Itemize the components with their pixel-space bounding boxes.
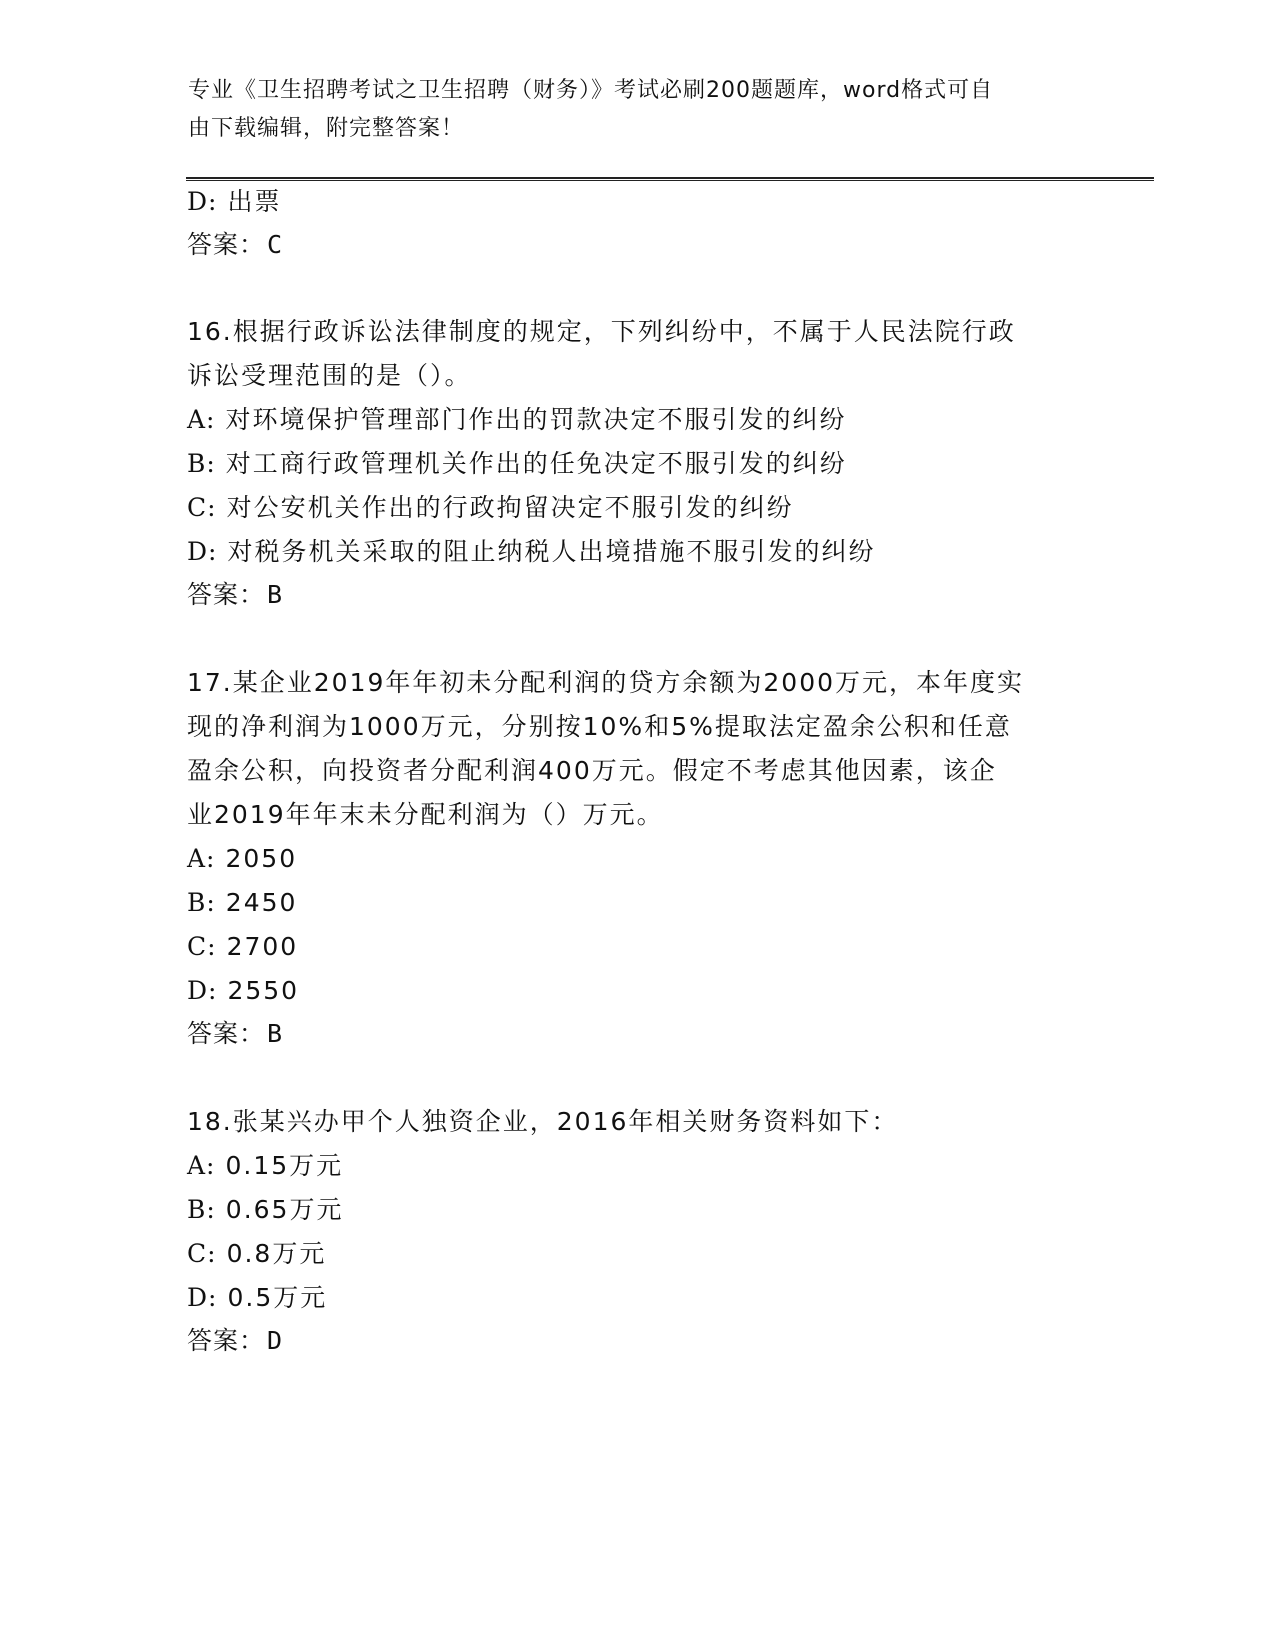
question-17-option-c — [187, 929, 298, 965]
question-16-line-2: 诉讼受理范围的是（）。 — [187, 361, 472, 390]
option-key: B: — [187, 449, 216, 478]
option-text: 出票 — [227, 187, 282, 216]
answer-value: C — [267, 230, 284, 259]
question-17-line-4: 业2019年年末未分配利润为（）万元。 — [187, 800, 664, 829]
answer-line — [187, 227, 283, 263]
question-17-answer — [187, 1016, 283, 1052]
option-d — [187, 184, 281, 220]
answer-label: 答案： — [187, 230, 266, 259]
option-key: C: — [187, 493, 217, 522]
question-17-option-d — [187, 973, 299, 1009]
header-divider — [186, 177, 1154, 181]
option-key: C: — [187, 1239, 217, 1268]
answer-label: 答案： — [187, 1326, 266, 1355]
option-text: 对税务机关采取的阻止纳税人出境措施不服引发的纠纷 — [227, 537, 876, 566]
option-text: 2450 — [225, 888, 298, 917]
answer-label: 答案： — [187, 1019, 266, 1048]
header-line-2: 由下载编辑，附完整答案！ — [188, 116, 465, 141]
option-text: 0.8万元 — [226, 1239, 327, 1268]
option-text: 2700 — [226, 932, 299, 961]
document-header — [188, 72, 1068, 148]
option-key: C: — [187, 932, 217, 961]
option-key: D: — [187, 1283, 218, 1312]
question-18-option-c — [187, 1236, 326, 1272]
option-text: 2050 — [225, 844, 298, 873]
option-key: A: — [187, 405, 216, 434]
question-16-option-d — [187, 534, 875, 570]
question-18-option-b — [187, 1192, 343, 1228]
option-text: 对公安机关作出的行政拘留决定不服引发的纠纷 — [226, 493, 794, 522]
option-key: D: — [187, 187, 218, 216]
header-line-1: 专业《卫生招聘考试之卫生招聘（财务）》考试必刷200题题库，word格式可自 — [188, 78, 994, 103]
question-17-option-b — [187, 885, 297, 921]
answer-label: 答案： — [187, 580, 266, 609]
option-text: 对工商行政管理机关作出的任免决定不服引发的纠纷 — [225, 449, 847, 478]
option-text: 0.5万元 — [227, 1283, 328, 1312]
question-18-answer — [187, 1323, 283, 1359]
option-key: A: — [187, 844, 216, 873]
option-text: 2550 — [227, 976, 300, 1005]
option-text: 0.65万元 — [225, 1195, 344, 1224]
question-16-option-b — [187, 446, 847, 482]
answer-value: B — [267, 1019, 284, 1048]
option-text: 0.15万元 — [225, 1151, 344, 1180]
answer-value: D — [267, 1326, 284, 1355]
question-17-line-1: 17.某企业2019年年初未分配利润的贷方余额为2000万元，本年度实 — [187, 668, 1025, 697]
option-key: D: — [187, 976, 218, 1005]
answer-value: B — [267, 580, 284, 609]
question-16-option-c — [187, 490, 794, 526]
question-16-answer — [187, 577, 283, 613]
option-key: A: — [187, 1151, 216, 1180]
question-17-line-3: 盈余公积，向投资者分配利润400万元。假定不考虑其他因素，该企 — [187, 756, 997, 785]
option-text: 对环境保护管理部门作出的罚款决定不服引发的纠纷 — [225, 405, 847, 434]
question-16-line-1: 16.根据行政诉讼法律制度的规定，下列纠纷中，不属于人民法院行政 — [187, 317, 1016, 346]
question-17-option-a — [187, 841, 297, 877]
option-key: D: — [187, 537, 218, 566]
question-17-line-2: 现的净利润为1000万元，分别按10%和5%提取法定盈余公积和任意 — [187, 712, 1012, 741]
question-18-option-a — [187, 1148, 343, 1184]
option-key: B: — [187, 888, 216, 917]
question-18-option-d — [187, 1280, 327, 1316]
question-18-line-1: 18.张某兴办甲个人独资企业，2016年相关财务资料如下： — [187, 1107, 899, 1136]
question-16-option-a — [187, 402, 847, 438]
option-key: B: — [187, 1195, 216, 1224]
